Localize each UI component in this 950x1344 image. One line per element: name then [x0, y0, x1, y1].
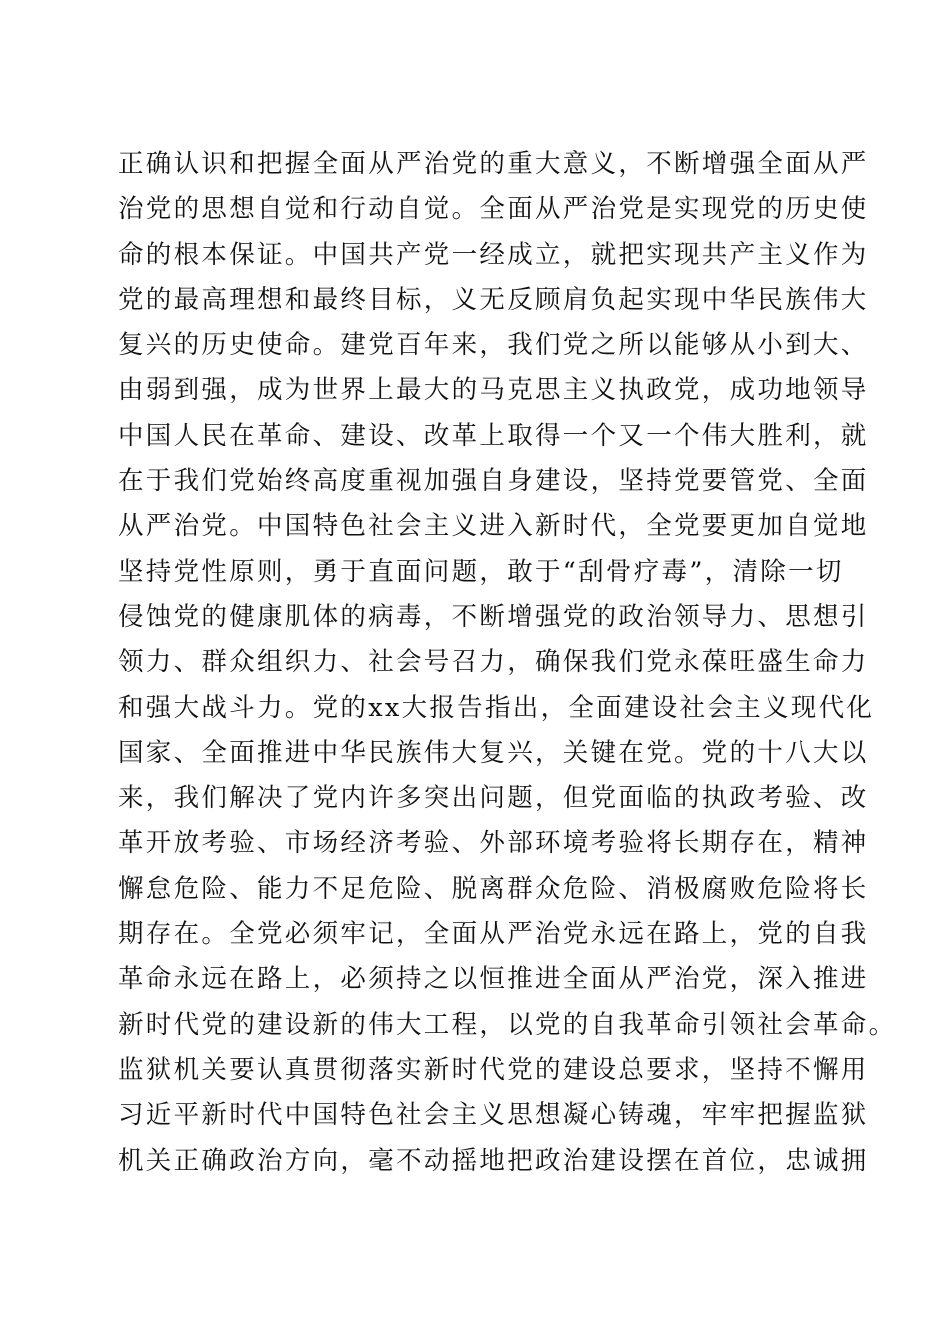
text-line: 从严治党。中国特色社会主义进入新时代，全党要更加自觉地	[118, 511, 869, 542]
text-line: 侵蚀党的健康肌体的病毒，不断增强党的政治领导力、思想引	[118, 601, 869, 632]
body-paragraph	[118, 142, 897, 1184]
text-line: 命的根本保证。中国共产党一经成立，就把实现共产主义作为	[118, 239, 869, 270]
text-line: 懈怠危险、能力不足危险、脱离群众危险、消极腐败危险将长	[118, 873, 869, 904]
text-line: 习近平新时代中国特色社会主义思想凝心铸魂，牢牢把握监狱	[118, 1100, 869, 1131]
text-line: 由弱到强，成为世界上最大的马克思主义执政党，成功地领导	[118, 375, 869, 406]
text-line: 领力、群众组织力、社会号召力，确保我们党永葆旺盛生命力	[118, 647, 869, 678]
text-line: 复兴的历史使命。建党百年来，我们党之所以能够从小到大、	[118, 330, 869, 361]
text-line: 机关正确政治方向，毫不动摇地把政治建设摆在首位，忠诚拥	[118, 1145, 869, 1176]
text-line: 国家、全面推进中华民族伟大复兴，关键在党。党的十八大以	[118, 737, 869, 768]
text-line: 在于我们党始终高度重视加强自身建设，坚持党要管党、全面	[118, 466, 869, 497]
text-line: 和强大战斗力。党的xx大报告指出，全面建设社会主义现代化	[118, 692, 875, 723]
text-line: 期存在。全党必须牢记，全面从严治党永远在路上，党的自我	[118, 919, 869, 950]
text-line: 新时代党的建设新的伟大工程，以党的自我革命引领社会革命。	[118, 1009, 897, 1040]
text-line: 革命永远在路上，必须持之以恒推进全面从严治党，深入推进	[118, 964, 869, 995]
text-line: 党的最高理想和最终目标，义无反顾肩负起实现中华民族伟大	[118, 284, 869, 315]
text-line: 治党的思想自觉和行动自觉。全面从严治党是实现党的历史使	[118, 194, 869, 225]
text-line: 来，我们解决了党内许多突出问题，但党面临的执政考验、改	[118, 783, 869, 814]
text-line: 坚持党性原则，勇于直面问题，敢于“刮骨疗毒”，清除一切	[118, 556, 844, 587]
text-line: 革开放考验、市场经济考验、外部环境考验将长期存在，精神	[118, 828, 869, 859]
text-line: 正确认识和把握全面从严治党的重大意义，不断增强全面从严	[118, 149, 869, 179]
text-line: 中国人民在革命、建设、改革上取得一个又一个伟大胜利，就	[118, 420, 869, 451]
text-line: 监狱机关要认真贯彻落实新时代党的建设总要求，坚持不懈用	[118, 1054, 869, 1085]
